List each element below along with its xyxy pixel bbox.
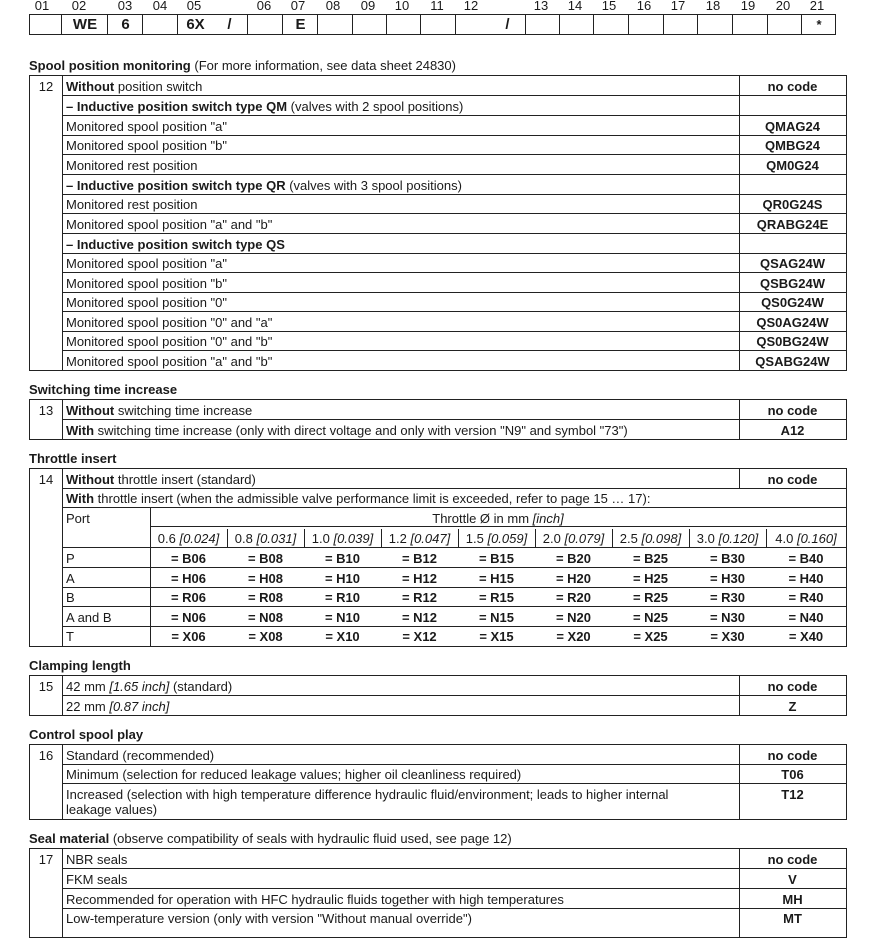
throttle-code: = B30: [709, 551, 746, 566]
throttle-code: = N30: [709, 609, 746, 625]
code-p21: *: [801, 15, 836, 34]
throttle-code: = N10: [324, 609, 361, 625]
pos-17: 17: [670, 0, 686, 13]
size-1: 0.8 [0.031]: [234, 531, 297, 546]
pos-07: 07: [290, 0, 306, 13]
pos-18: 18: [705, 0, 721, 13]
pos-20: 20: [775, 0, 791, 13]
throttle-code: = X20: [556, 629, 591, 645]
throttle-code: = N20: [555, 609, 592, 625]
throttle-code: = X40: [788, 629, 824, 645]
throttle-code: = H15: [478, 570, 515, 586]
size-5: 2.0 [0.079]: [542, 531, 605, 546]
pos-14: 14: [567, 0, 583, 13]
pos-13: 13: [533, 0, 549, 13]
throttle-code: = R20: [555, 590, 592, 606]
pos-08: 08: [325, 0, 341, 13]
pos-16: 16: [636, 0, 652, 13]
pos-04: 04: [152, 0, 168, 13]
option-number: 14: [38, 472, 54, 487]
code-slash-2: /: [505, 16, 510, 33]
pos-02: 02: [71, 0, 87, 13]
option-number: 16: [38, 748, 54, 763]
pos-19: 19: [740, 0, 756, 13]
throttle-code: = B20: [555, 551, 592, 566]
pos-15: 15: [601, 0, 617, 13]
size-2: 1.0 [0.039]: [311, 531, 374, 546]
throttle-code: = N25: [632, 609, 669, 625]
port-name: P: [66, 551, 75, 566]
row-divider: [62, 567, 846, 568]
throttle-code: = X15: [479, 629, 514, 645]
throttle-code: = N40: [788, 609, 824, 625]
order-code-box: [29, 14, 836, 35]
switching-time-table: 13 Without switching time increase no code With switching time increase (only with direct voltage and only with version "N9" and symbol "73") A12: [29, 399, 847, 440]
throttle-code: = X25: [633, 629, 668, 645]
throttle-code: = B12: [401, 551, 438, 566]
code-p07: E: [282, 15, 318, 34]
throttle-code: = R15: [478, 590, 515, 606]
throttle-code: = B15: [478, 551, 515, 566]
throttle-code: = B08: [247, 551, 284, 566]
throttle-code: = N12: [401, 609, 438, 625]
code-p03: 6: [107, 15, 143, 34]
section-heading-seal: Seal material (observe compatibility of seals with hydraulic fluid used, see page 12): [29, 831, 512, 846]
throttle-code: = H25: [632, 570, 669, 586]
throttle-code: = R40: [788, 590, 824, 606]
throttle-code: = H10: [324, 570, 361, 586]
port-name: A: [66, 570, 75, 586]
throttle-code: = B10: [324, 551, 361, 566]
pos-05: 05: [186, 0, 202, 13]
section-heading-switching-time: Switching time increase: [29, 382, 178, 397]
pos-21: 21: [809, 0, 825, 13]
throttle-code: = X30: [710, 629, 745, 645]
throttle-code: = X06: [171, 629, 206, 645]
code-p05: 6X: [177, 15, 213, 34]
throttle-code: = H40: [788, 570, 824, 586]
pos-01: 01: [34, 0, 50, 13]
throttle-table: 14 Without throttle insert (standard) no code With throttle insert (when the admissible valve performance limit is exceeded, refer to page 15 … 17): Port Throttle Ø in mm [inch] 0.6 [0.024] 0.8 [0.031] 1.0 [0.039] 1.2 [0.047] 1.5 [0.059] 2.0 [0.079] 2.5 [0.098] 3.0 [0.120] 4.0 [0.160] P = B06 = B08 = B10 = B12 = B15 = B20 = B25 = B30 = B40 A = H06 = H08 = H10 = H12 = H15 = H20 = H25 = H30 = H40 B = R06 = R08 = R10 = R12 = R15 = R20 = R25 = R30 = R40 A and B = N06 = N08 = N10 = N12 = N15 = N20 = N25 = N30 = N40 T = X06 = X08 = X10 = X12 = X15 = X20 = X25 = X30 = X40: [29, 468, 847, 647]
throttle-code: = H12: [401, 570, 438, 586]
section-heading-spool-monitoring: Spool position monitoring (For more information, see data sheet 24830): [29, 58, 456, 73]
throttle-code: = H08: [247, 570, 284, 586]
option-number: 12: [38, 79, 54, 94]
throttle-code: = R06: [170, 590, 207, 606]
throttle-code: = X10: [325, 629, 360, 645]
pos-12: 12: [463, 0, 479, 13]
throttle-grid: [30, 469, 846, 646]
option-number: 13: [38, 403, 54, 418]
seal-table: 17 NBR seals no code FKM seals V Recommended for operation with HFC hydraulic fluids together with high temperatures MH Low-temperature version (only with version "Without manual override") MT: [29, 848, 847, 938]
pos-06: 06: [256, 0, 272, 13]
clamping-table: 15 42 mm [1.65 inch] (standard) no code 22 mm [0.87 inch] Z: [29, 675, 847, 716]
section-heading-clamping: Clamping length: [29, 658, 131, 673]
throttle-code: = N08: [247, 609, 284, 625]
pos-03: 03: [117, 0, 133, 13]
throttle-code: = R10: [324, 590, 361, 606]
section-heading-spool-play: Control spool play: [29, 727, 144, 742]
option-number: 17: [38, 852, 54, 867]
option-number: 15: [38, 679, 54, 694]
throttle-code: = R12: [401, 590, 438, 606]
section-heading-throttle: Throttle insert: [29, 451, 117, 466]
port-name: B: [66, 590, 75, 606]
row-divider: [62, 606, 846, 607]
code-slash-1: /: [227, 16, 232, 33]
throttle-code: = H30: [709, 570, 746, 586]
throttle-code: = R08: [247, 590, 284, 606]
row-divider: [62, 587, 846, 588]
throttle-code: = N06: [170, 609, 207, 625]
throttle-code: = H20: [555, 570, 592, 586]
throttle-code: = B40: [788, 551, 824, 566]
pos-09: 09: [360, 0, 376, 13]
pos-11: 11: [430, 0, 444, 13]
size-6: 2.5 [0.098]: [619, 531, 682, 546]
size-3: 1.2 [0.047]: [388, 531, 451, 546]
size-0: 0.6 [0.024]: [157, 531, 220, 546]
pos-10: 10: [394, 0, 410, 13]
port-name: T: [66, 629, 74, 645]
size-4: 1.5 [0.059]: [465, 531, 528, 546]
throttle-code: = N15: [478, 609, 515, 625]
throttle-code: = X12: [402, 629, 437, 645]
size-7: 3.0 [0.120]: [696, 531, 759, 546]
throttle-code: = X08: [248, 629, 283, 645]
spool-play-table: 16 Standard (recommended) no code Minimum (selection for reduced leakage values; higher oil cleanliness required) T06 Increased (selection with high temperature difference hydraulic fluid/environment; leads to higher internal T12 leakage values): [29, 744, 847, 820]
throttle-code: = B06: [170, 551, 207, 566]
throttle-code: = B25: [632, 551, 669, 566]
throttle-label: Throttle Ø in mm [inch]: [432, 511, 564, 526]
port-name: A and B: [66, 609, 112, 625]
row-divider: [62, 626, 846, 627]
size-8: 4.0 [0.160]: [775, 531, 837, 546]
throttle-code: = H06: [170, 570, 207, 586]
code-p02: WE: [61, 15, 108, 34]
throttle-code: = R25: [632, 590, 669, 606]
port-label: Port: [66, 511, 90, 526]
spool-monitoring-table: 12 Without position switch no code – Inductive position switch type QM (valves with 2 spool positions) Monitored spool position "a" QMAG24 Monitored spool position "b" QMBG24 Monitored rest position QM0G24 – Inductive position switch type QR (valves with 3 spool positions) Monitored rest position QR0G24S Monitored spool position "a" and "b" QRABG24E – Inductive position switch type QS Monitored spool position "a" QSAG24W Monitored spool position "b" QSBG24W Monitored spool position "0" QS0G24W Monitored spool position "0" and "a" QS0AG24W Monitored spool position "0" and "b" QS0BG24W Monitored spool position "a" and "b" QSABG24W: [29, 75, 847, 371]
throttle-code: = R30: [709, 590, 746, 606]
